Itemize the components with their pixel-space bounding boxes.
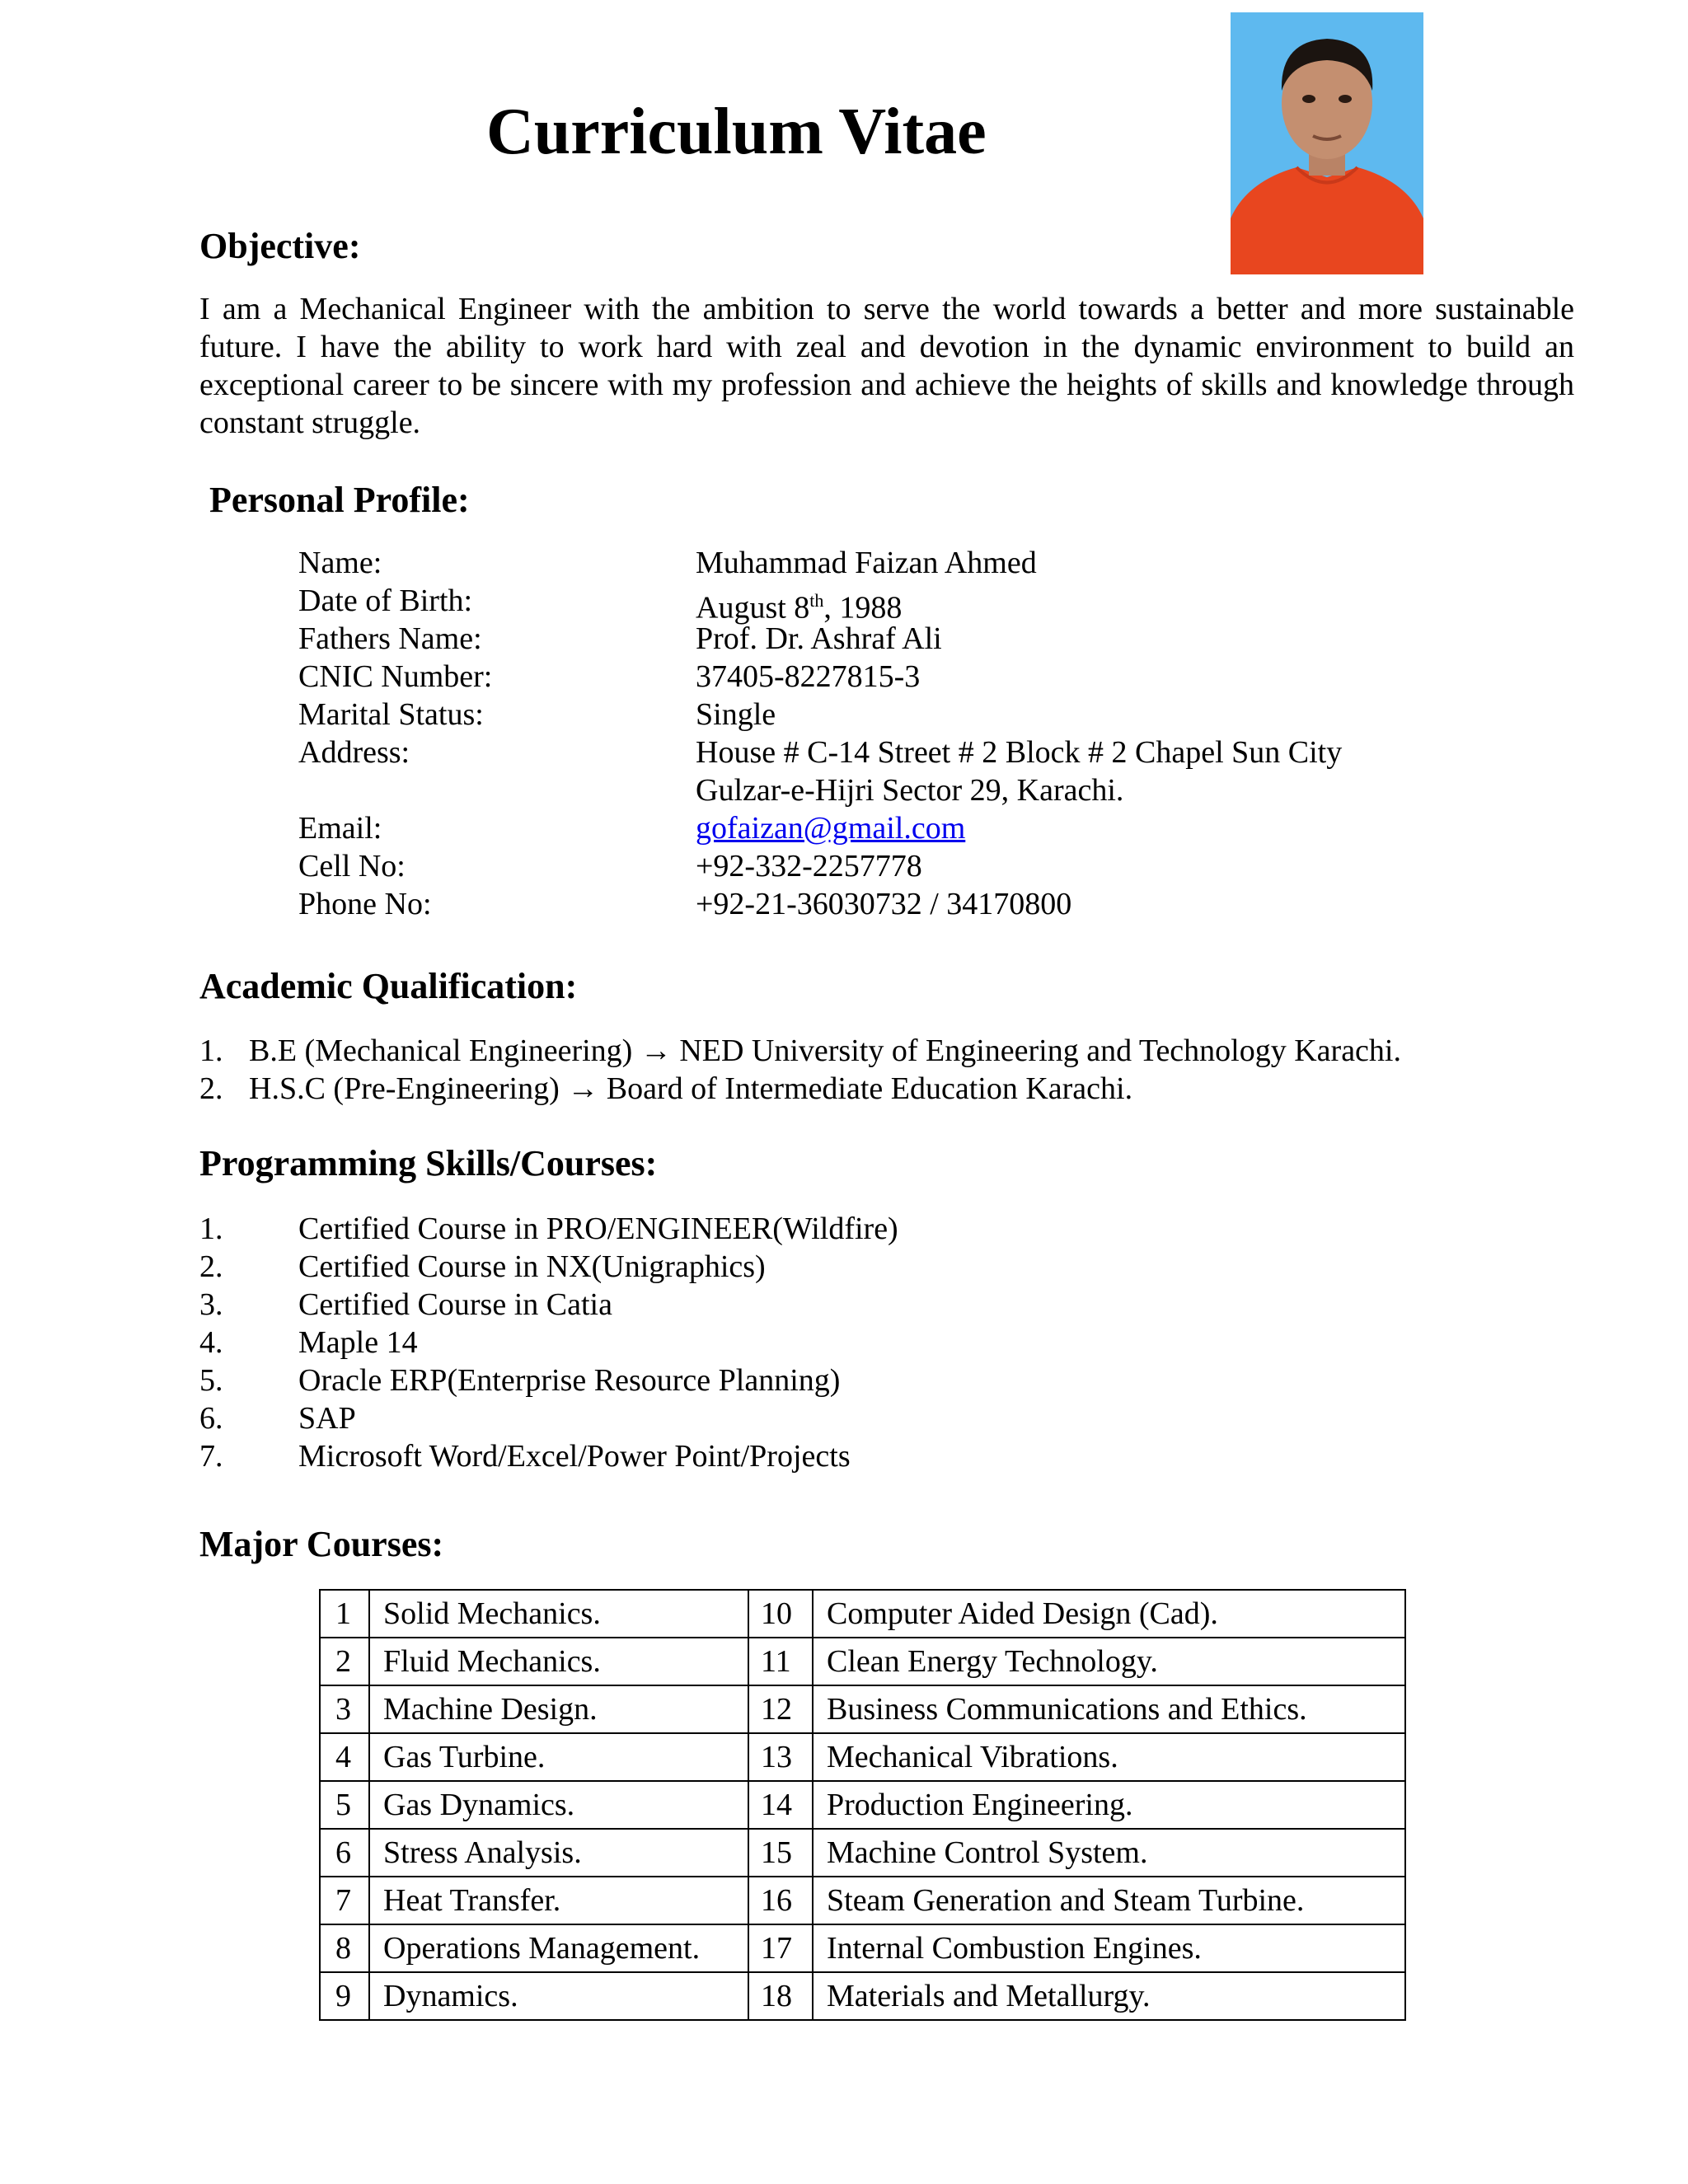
- skill-num: 3.: [199, 1287, 223, 1322]
- cnic-label: CNIC Number:: [298, 659, 493, 694]
- page-title: Curriculum Vitae: [486, 96, 987, 168]
- table-row: [320, 1638, 1405, 1685]
- course-num: 1: [320, 1590, 369, 1638]
- course-name: Business Communications and Ethics.: [813, 1685, 1405, 1733]
- phone-value: +92-21-36030732 / 34170800: [696, 887, 1072, 921]
- father-label: Fathers Name:: [298, 621, 482, 656]
- phone-label: Phone No:: [298, 887, 432, 921]
- marital-label: Marital Status:: [298, 697, 484, 732]
- name-label: Name:: [298, 546, 382, 580]
- table-row: [320, 1877, 1405, 1924]
- table-row: [320, 1924, 1405, 1972]
- email-label: Email:: [298, 811, 382, 846]
- academic-heading: Academic Qualification:: [199, 966, 578, 1006]
- academic-item-num: 1.: [199, 1033, 223, 1068]
- dob-year: , 1988: [823, 590, 903, 626]
- dob-suffix: th: [809, 590, 824, 611]
- course-name: Gas Dynamics.: [369, 1781, 748, 1829]
- objective-heading: Objective:: [199, 226, 361, 266]
- skill-text: Microsoft Word/Excel/Power Point/Projects: [298, 1439, 851, 1474]
- profile-photo: [1231, 12, 1423, 274]
- course-name: Computer Aided Design (Cad).: [813, 1590, 1405, 1638]
- course-num: 17: [748, 1924, 813, 1972]
- address-line2: Gulzar-e-Hijri Sector 29, Karachi.: [696, 773, 1124, 808]
- skill-text: Certified Course in PRO/ENGINEER(Wildfire): [298, 1212, 898, 1246]
- marital-value: Single: [696, 697, 776, 732]
- dob-month-day: August 8: [696, 590, 810, 626]
- course-name: Production Engineering.: [813, 1781, 1405, 1829]
- course-name: Dynamics.: [369, 1972, 748, 2020]
- academic-item: [199, 1032, 1401, 1070]
- dob-label: Date of Birth:: [298, 583, 473, 618]
- table-row: [320, 1685, 1405, 1733]
- course-num: 12: [748, 1685, 813, 1733]
- academic-item: [199, 1070, 1132, 1108]
- course-num: 16: [748, 1877, 813, 1924]
- skill-text: Maple 14: [298, 1325, 418, 1360]
- table-row: [320, 1590, 1405, 1638]
- objective-text: I am a Mechanical Engineer with the ambition to serve the world towards a better and more sustainable future. I have the ability to work hard with zeal and devotion in the dynamic environment to build an exceptional career to be sincere with my profession and achieve the heights of skills and knowledge through constant struggle.: [199, 292, 1574, 440]
- course-num: 15: [748, 1829, 813, 1877]
- skill-text: SAP: [298, 1401, 356, 1436]
- course-name: Heat Transfer.: [369, 1877, 748, 1924]
- course-num: 14: [748, 1781, 813, 1829]
- course-name: Fluid Mechanics.: [369, 1638, 748, 1685]
- address-line1: House # C-14 Street # 2 Block # 2 Chapel Sun City: [696, 735, 1343, 770]
- skill-num: 2.: [199, 1249, 223, 1284]
- course-num: 8: [320, 1924, 369, 1972]
- skill-num: 7.: [199, 1439, 223, 1474]
- email-link[interactable]: gofaizan@gmail.com: [696, 811, 966, 846]
- cell-value: +92-332-2257778: [696, 849, 922, 883]
- course-name: Machine Design.: [369, 1685, 748, 1733]
- name-value: Muhammad Faizan Ahmed: [696, 546, 1037, 580]
- course-num: 6: [320, 1829, 369, 1877]
- course-num: 7: [320, 1877, 369, 1924]
- table-row: [320, 1829, 1405, 1877]
- skill-num: 1.: [199, 1212, 223, 1246]
- course-num: 13: [748, 1733, 813, 1781]
- skills-heading: Programming Skills/Courses:: [199, 1143, 658, 1183]
- table-row: [320, 1733, 1405, 1781]
- table-row: [320, 1781, 1405, 1829]
- course-name: Internal Combustion Engines.: [813, 1924, 1405, 1972]
- cnic-value: 37405-8227815-3: [696, 659, 921, 694]
- course-num: 18: [748, 1972, 813, 2020]
- cell-label: Cell No:: [298, 849, 406, 883]
- course-num: 3: [320, 1685, 369, 1733]
- course-name: Gas Turbine.: [369, 1733, 748, 1781]
- course-name: Stress Analysis.: [369, 1829, 748, 1877]
- father-value: Prof. Dr. Ashraf Ali: [696, 621, 942, 656]
- academic-item-text: B.E (Mechanical Engineering) → NED University of Engineering and Technology Karachi.: [249, 1033, 1401, 1068]
- course-name: Machine Control System.: [813, 1829, 1405, 1877]
- course-num: 10: [748, 1590, 813, 1638]
- address-label: Address:: [298, 735, 410, 770]
- course-num: 11: [748, 1638, 813, 1685]
- skill-num: 6.: [199, 1401, 223, 1436]
- skill-text: Oracle ERP(Enterprise Resource Planning): [298, 1363, 841, 1398]
- academic-item-text: H.S.C (Pre-Engineering) → Board of Intermediate Education Karachi.: [249, 1071, 1133, 1106]
- course-name: Solid Mechanics.: [369, 1590, 748, 1638]
- course-name: Mechanical Vibrations.: [813, 1733, 1405, 1781]
- skill-num: 4.: [199, 1325, 223, 1360]
- personal-profile-heading: Personal Profile:: [209, 480, 470, 520]
- major-courses-heading: Major Courses:: [199, 1524, 444, 1564]
- course-num: 2: [320, 1638, 369, 1685]
- course-name: Clean Energy Technology.: [813, 1638, 1405, 1685]
- course-name: Materials and Metallurgy.: [813, 1972, 1405, 2020]
- person-portrait-icon: [1231, 12, 1423, 274]
- course-num: 4: [320, 1733, 369, 1781]
- course-num: 9: [320, 1972, 369, 2020]
- skill-text: Certified Course in Catia: [298, 1287, 612, 1322]
- academic-item-num: 2.: [199, 1071, 223, 1106]
- course-num: 5: [320, 1781, 369, 1829]
- table-row: [320, 1972, 1405, 2020]
- course-name: Steam Generation and Steam Turbine.: [813, 1877, 1405, 1924]
- course-name: Operations Management.: [369, 1924, 748, 1972]
- skill-num: 5.: [199, 1363, 223, 1398]
- skill-text: Certified Course in NX(Unigraphics): [298, 1249, 766, 1284]
- major-courses-table: [319, 1589, 1406, 2021]
